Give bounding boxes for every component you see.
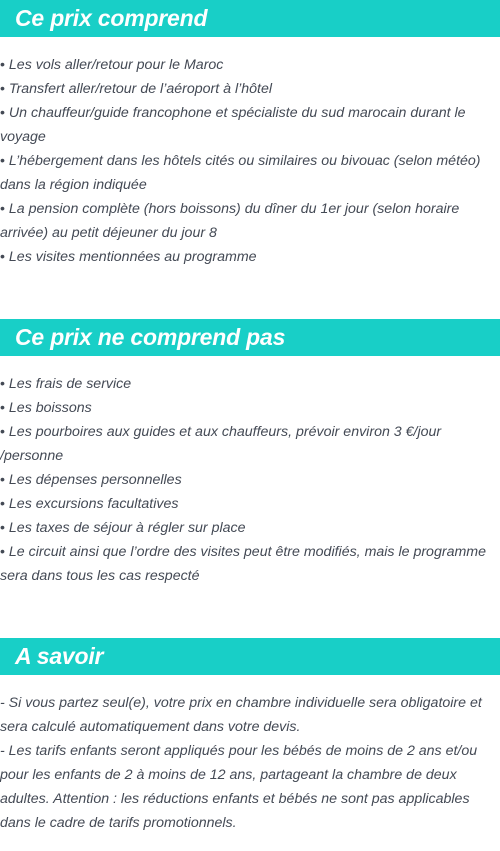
list-item: • Les visites mentionnées au programme (0, 245, 500, 269)
excluded-banner (0, 319, 500, 356)
list-item: • Les frais de service (0, 372, 500, 396)
excluded-title: Ce prix ne comprend pas (15, 324, 286, 350)
list-item: • Les dépenses personnelles (0, 468, 500, 492)
info-banner (0, 638, 500, 675)
list-item: • Les taxes de séjour à régler sur place (0, 516, 500, 540)
list-item: • Un chauffeur/guide francophone et spécialiste du sud marocain durant le voyage (0, 101, 500, 149)
included-section (0, 0, 500, 269)
list-item: • Les boissons (0, 396, 500, 420)
list-item: • Les vols aller/retour pour le Maroc (0, 53, 500, 77)
list-item: • Le circuit ainsi que l’ordre des visites peut être modifiés, mais le programme sera dans tous les cas respecté (0, 540, 500, 588)
list-item: • Transfert aller/retour de l’aéroport à l’hôtel (0, 77, 500, 101)
info-notes (0, 691, 500, 835)
info-section (0, 638, 500, 835)
included-banner (0, 0, 500, 37)
included-title: Ce prix comprend (15, 5, 208, 31)
list-item: • Les pourboires aux guides et aux chauffeurs, prévoir environ 3 €/jour /personne (0, 420, 500, 468)
info-title: A savoir (15, 643, 104, 669)
excluded-list (0, 372, 500, 588)
excluded-section (0, 319, 500, 588)
info-paragraph: - Si vous partez seul(e), votre prix en chambre individuelle sera obligatoire et sera calculé automatiquement dans votre devis. (0, 695, 482, 735)
list-item: • L’hébergement dans les hôtels cités ou similaires ou bivouac (selon météo) dans la région indiquée (0, 149, 500, 197)
info-paragraph: - Les tarifs enfants seront appliqués pour les bébés de moins de 2 ans et/ou pour les enfants de 2 à moins de 12 ans, partageant la chambre de deux adultes. Attention : les réductions enfants et bébés ne sont pas applicables dans le cadre de tarifs promotionnels. (0, 743, 478, 831)
list-item: • La pension complète (hors boissons) du dîner du 1er jour (selon horaire arrivée) au petit déjeuner du jour 8 (0, 197, 500, 245)
included-list (0, 53, 500, 269)
list-item: • Les excursions facultatives (0, 492, 500, 516)
